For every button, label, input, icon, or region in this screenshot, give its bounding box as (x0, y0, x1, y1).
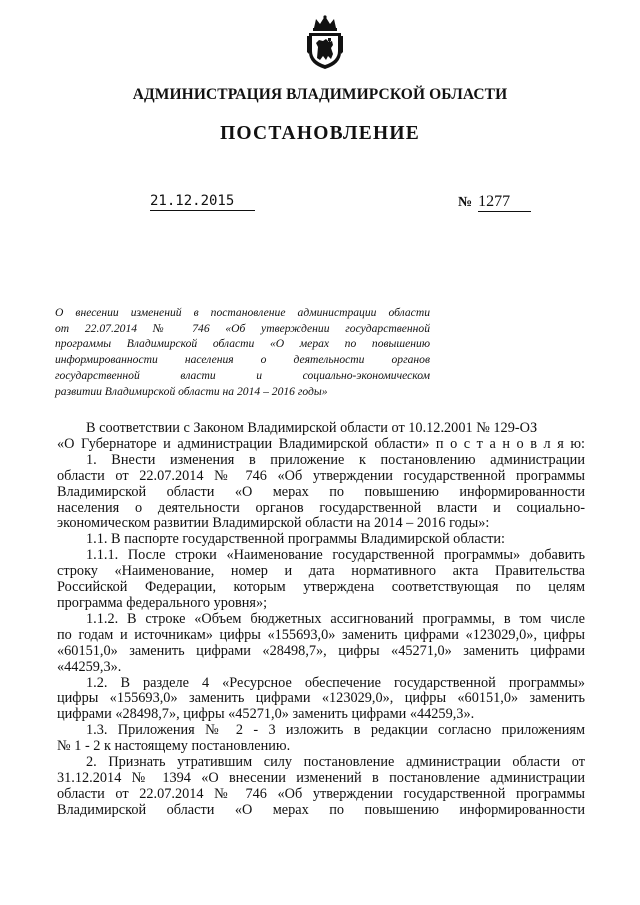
body-line: 31.12.2014 № 1394 «О внесении изменений в постановление администрации (57, 769, 585, 786)
body-line: В соответствии с Законом Владимирской области от 10.12.2001 № 129-ОЗ (86, 420, 538, 436)
body-line: по годам и источникам» цифры «155693,0» заменить цифрами «123029,0», цифры (57, 626, 585, 643)
number-sign: № (458, 195, 473, 210)
body-line: 1.3. Приложения № 2 - 3 изложить в редакции согласно приложениям (86, 722, 585, 739)
body-line: 1.1. В паспорте государственной программы Владимирской области: (86, 531, 505, 548)
body-line: Российской Федерации, которым утверждена соответствующая по целям (57, 579, 585, 596)
body-line: 1. Внести изменения в приложение к постановлению администрации (86, 451, 585, 468)
document-type-title: ПОСТАНОВЛЕНИЕ (220, 123, 420, 144)
body-line: Владимирской области «О мерах по повышению информированности (57, 483, 585, 500)
coat-of-arms-emblem (304, 14, 346, 70)
body-line: Владимирской области «О мерах по повышению информированности (57, 801, 585, 818)
body-line: «44259,3». (57, 658, 122, 675)
body-line: № 1 - 2 к настоящему постановлению. (57, 738, 291, 755)
body-line: области от 22.07.2014 № 746 «Об утверждении государственной программы (57, 467, 585, 484)
subject-line: развитии Владимирской области на 2014 – 2016 годы» (55, 384, 328, 398)
body-line: «60151,0» заменить цифрами «28498,7», цифры «45271,0» заменить цифрами (57, 642, 585, 659)
subject-line: государственной власти и социально-экономическом (55, 368, 430, 382)
body-line: программа федерального уровня»; (57, 594, 268, 611)
document-number: 1277 (478, 193, 531, 212)
body-line: «О Губернаторе и администрации Владимирской области» п о с т а н о в л я ю: (57, 435, 585, 452)
document-subject (55, 305, 430, 399)
document-number-field (458, 193, 531, 212)
body-line: 1.1.1. После строки «Наименование государственной программы» добавить (86, 547, 585, 564)
body-line: строку «Наименование, номер и дата нормативного акта Правительства (57, 563, 585, 580)
body-line: экономическом развитии Владимирской области на 2014 – 2016 годы»: (57, 515, 490, 532)
body-line: области от 22.07.2014 № 746 «Об утверждении государственной программы (57, 785, 585, 802)
subject-line: О внесении изменений в постановление администрации области (55, 306, 430, 319)
body-line: 2. Признать утратившим силу постановление администрации области от (86, 754, 585, 771)
body-line: 1.1.2. В строке «Объем бюджетных ассигнований программы, в том числе (86, 610, 585, 627)
organization-title: АДМИНИСТРАЦИЯ ВЛАДИМИРСКОЙ ОБЛАСТИ (132, 86, 508, 103)
subject-line: программы Владимирской области «О мерах по повышению (55, 337, 430, 351)
subject-line: информированности населения о деятельности органов (55, 353, 430, 367)
document-body (57, 421, 585, 819)
body-line: цифры «155693,0» заменить цифрами «123029,0», цифры «60151,0» заменить (57, 690, 585, 707)
document-date: 21.12.2015 (150, 193, 255, 211)
body-line: населения о деятельности органов государственной власти и социально- (57, 499, 585, 516)
subject-line: от 22.07.2014 № 746 «Об утверждении государственной (55, 321, 430, 335)
body-line: цифрами «28498,7», цифры «45271,0» заменить цифрами «44259,3». (57, 706, 475, 723)
body-line: 1.2. В разделе 4 «Ресурсное обеспечение государственной программы» (86, 674, 585, 691)
